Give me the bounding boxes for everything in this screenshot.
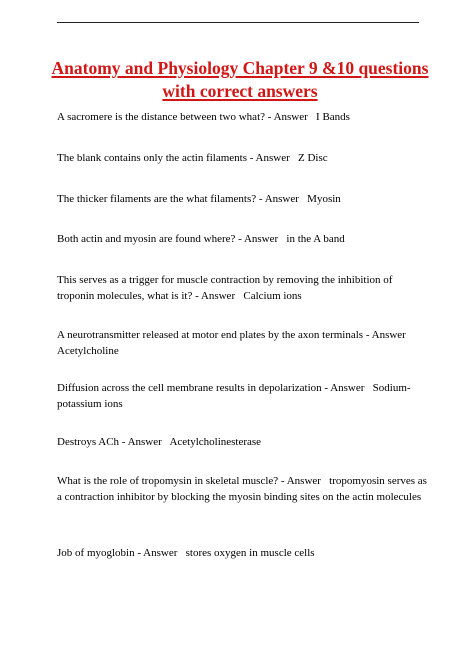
qa-item-3: The thicker filaments are the what filaments? - Answer Myosin (57, 193, 341, 205)
qa-item-2: The blank contains only the actin filaments - Answer Z Disc (57, 152, 328, 164)
qa-item-1: A sacromere is the distance between two what? - Answer I Bands (57, 111, 350, 123)
qa-item-10: Job of myoglobin - Answer stores oxygen in muscle cells (57, 547, 315, 559)
qa-item-6: A neurotransmitter released at motor end plates by the axon terminals - Answer Acetylcholine (57, 329, 414, 357)
qa-item-8: Destroys ACh - Answer Acetylcholinesterase (57, 436, 262, 448)
document-title: Anatomy and Physiology Chapter 9 &10 questions with correct answers (51, 58, 429, 101)
qa-item-9: What is the role of tropomysin in skeletal muscle? - Answer tropomyosin serves as a contraction inhibitor by blocking the myosin binding sites on the actin molecules (57, 475, 430, 503)
top-horizontal-rule (57, 22, 419, 23)
qa-item-7: Diffusion across the cell membrane results in depolarization - Answer Sodium-potassium ions (57, 382, 411, 410)
qa-item-5: This serves as a trigger for muscle contraction by removing the inhibition of troponin molecules, what is it? - Answer Calcium ions (57, 274, 396, 302)
qa-item-4: Both actin and myosin are found where? - Answer in the A band (57, 233, 345, 245)
